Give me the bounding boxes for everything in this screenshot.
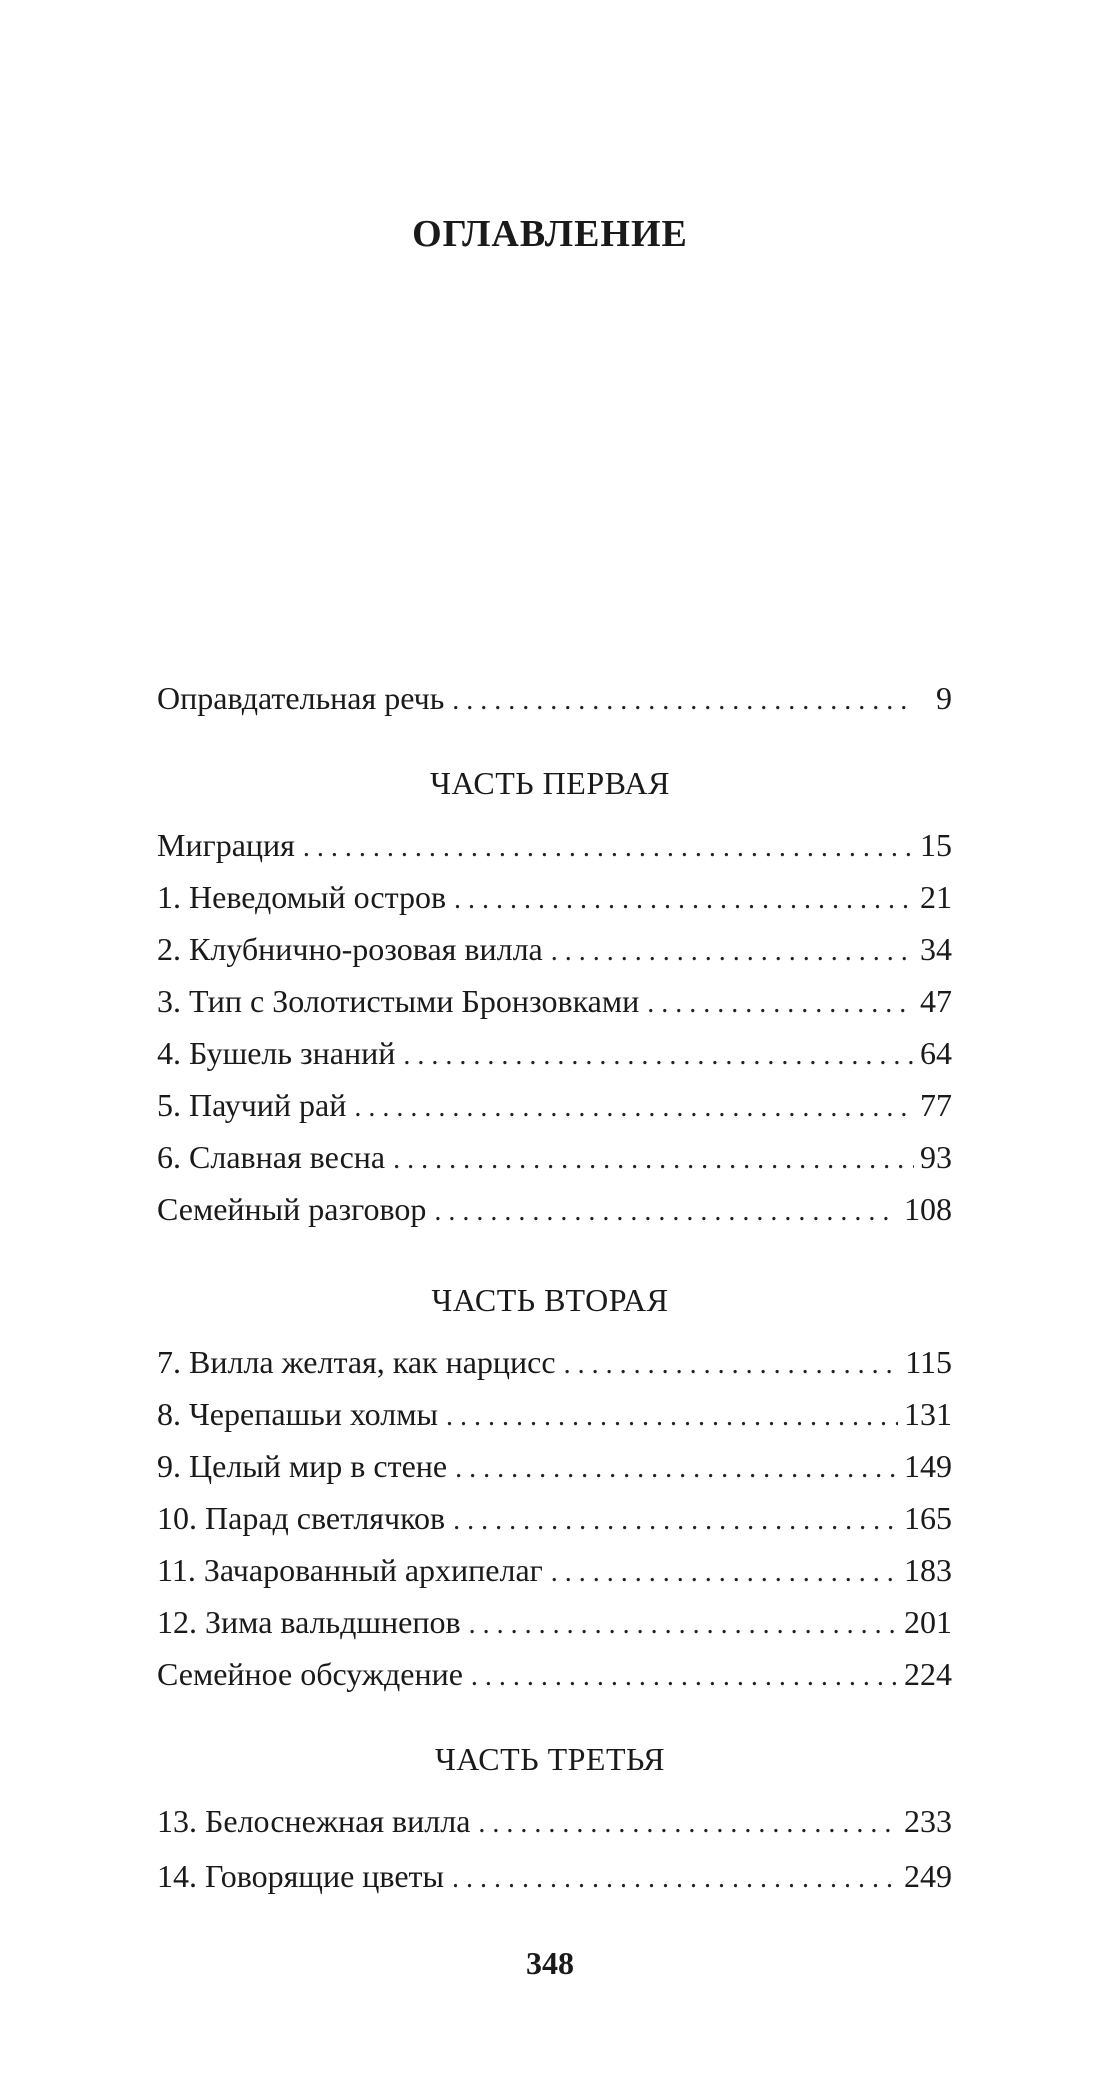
toc-entry-page: 183: [904, 1552, 952, 1588]
toc-entry-page: 201: [904, 1604, 952, 1640]
toc-entry-page: 233: [904, 1803, 952, 1839]
leader-dots: [564, 1345, 900, 1385]
page-title: ОГЛАВЛЕНИЕ: [412, 213, 688, 255]
toc-entry-page: 115: [905, 1344, 952, 1380]
leader-dots: [403, 1036, 914, 1076]
leader-dots: [454, 880, 914, 920]
toc-entry-title: 4. Бушель знаний: [157, 1035, 396, 1071]
toc-entry: [157, 1498, 952, 1538]
toc-entry-page: 77: [920, 1087, 952, 1123]
toc-entry-title: 5. Паучий рай: [157, 1087, 347, 1123]
toc-entry-title: Семейное обсуждение: [157, 1656, 463, 1692]
toc-entry-title: 14. Говорящие цветы: [157, 1858, 444, 1894]
toc-entry-page: 224: [904, 1656, 952, 1692]
toc-entry: [157, 1085, 952, 1125]
leader-dots: [551, 1553, 898, 1593]
toc-entry: [157, 825, 952, 865]
toc-entry: [157, 1342, 952, 1382]
toc-entry: [157, 929, 952, 969]
toc-entry-page: 165: [904, 1500, 952, 1536]
toc-entry: [157, 1137, 952, 1177]
toc-entry-title: 13. Белоснежная вилла: [157, 1803, 471, 1839]
toc-entry: [157, 877, 952, 917]
leader-dots: [455, 1449, 898, 1489]
toc-entry-page: 64: [920, 1035, 952, 1071]
leader-dots: [469, 1605, 898, 1645]
leader-dots: [446, 1397, 898, 1437]
toc-entry: [157, 1550, 952, 1590]
leader-dots: [478, 1804, 898, 1844]
leader-dots: [471, 1657, 898, 1697]
toc-entry-page: 15: [920, 827, 952, 863]
toc-entry-title: Миграция: [157, 827, 295, 863]
toc-entry-title: 2. Клубнично-розовая вилла: [157, 931, 543, 967]
leader-dots: [303, 828, 914, 868]
leader-dots: [452, 681, 916, 721]
toc-entry-page: 21: [920, 879, 952, 915]
leader-dots: [453, 1501, 898, 1541]
part-heading: ЧАСТЬ ТРЕТЬЯ: [434, 1741, 666, 1777]
toc-entry-title: 11. Зачарованный архипелаг: [157, 1552, 543, 1588]
toc-entry-title: 3. Тип с Золотистыми Бронзовками: [157, 983, 640, 1019]
toc-entry: [157, 678, 952, 718]
leader-dots: [393, 1140, 914, 1180]
part-heading: ЧАСТЬ ВТОРАЯ: [431, 1282, 669, 1318]
toc-entry: [157, 1394, 952, 1434]
page-number: 348: [526, 1945, 574, 1981]
toc-entry: [157, 1602, 952, 1642]
toc-entry-page: 34: [920, 931, 952, 967]
toc-entry-title: Оправдательная речь: [157, 680, 445, 716]
part-heading: ЧАСТЬ ПЕРВАЯ: [430, 765, 670, 801]
toc-entry-page: 149: [904, 1448, 952, 1484]
toc-entry: [157, 1033, 952, 1073]
leader-dots: [647, 984, 914, 1024]
leader-dots: [452, 1859, 898, 1899]
toc-entry-title: 6. Славная весна: [157, 1139, 386, 1175]
leader-dots: [551, 932, 914, 972]
toc-entry-title: 8. Черепашьи холмы: [157, 1396, 438, 1432]
toc-entry-page: 9: [936, 680, 952, 716]
toc-entry-title: 12. Зима вальдшнепов: [157, 1604, 461, 1640]
toc-entry: [157, 1856, 952, 1896]
toc-entry: [157, 981, 952, 1021]
toc-entry: [157, 1446, 952, 1486]
toc-entry-title: 9. Целый мир в стене: [157, 1448, 448, 1484]
leader-dots: [354, 1088, 914, 1128]
toc-entry-title: Семейный разговор: [157, 1191, 427, 1227]
toc-entry-title: 1. Неведомый остров: [157, 879, 447, 915]
toc-entry: [157, 1189, 952, 1229]
toc-entry-title: 7. Вилла желтая, как нарцисс: [157, 1344, 556, 1380]
toc-entry-title: 10. Парад светлячков: [157, 1500, 446, 1536]
leader-dots: [434, 1192, 898, 1232]
toc-entry: [157, 1801, 952, 1841]
toc-entry-page: 131: [904, 1396, 952, 1432]
toc-entry-page: 108: [904, 1191, 952, 1227]
toc-entry-page: 47: [920, 983, 952, 1019]
toc-entry-page: 93: [920, 1139, 952, 1175]
toc-entry: [157, 1654, 952, 1694]
toc-entry-page: 249: [904, 1858, 952, 1894]
